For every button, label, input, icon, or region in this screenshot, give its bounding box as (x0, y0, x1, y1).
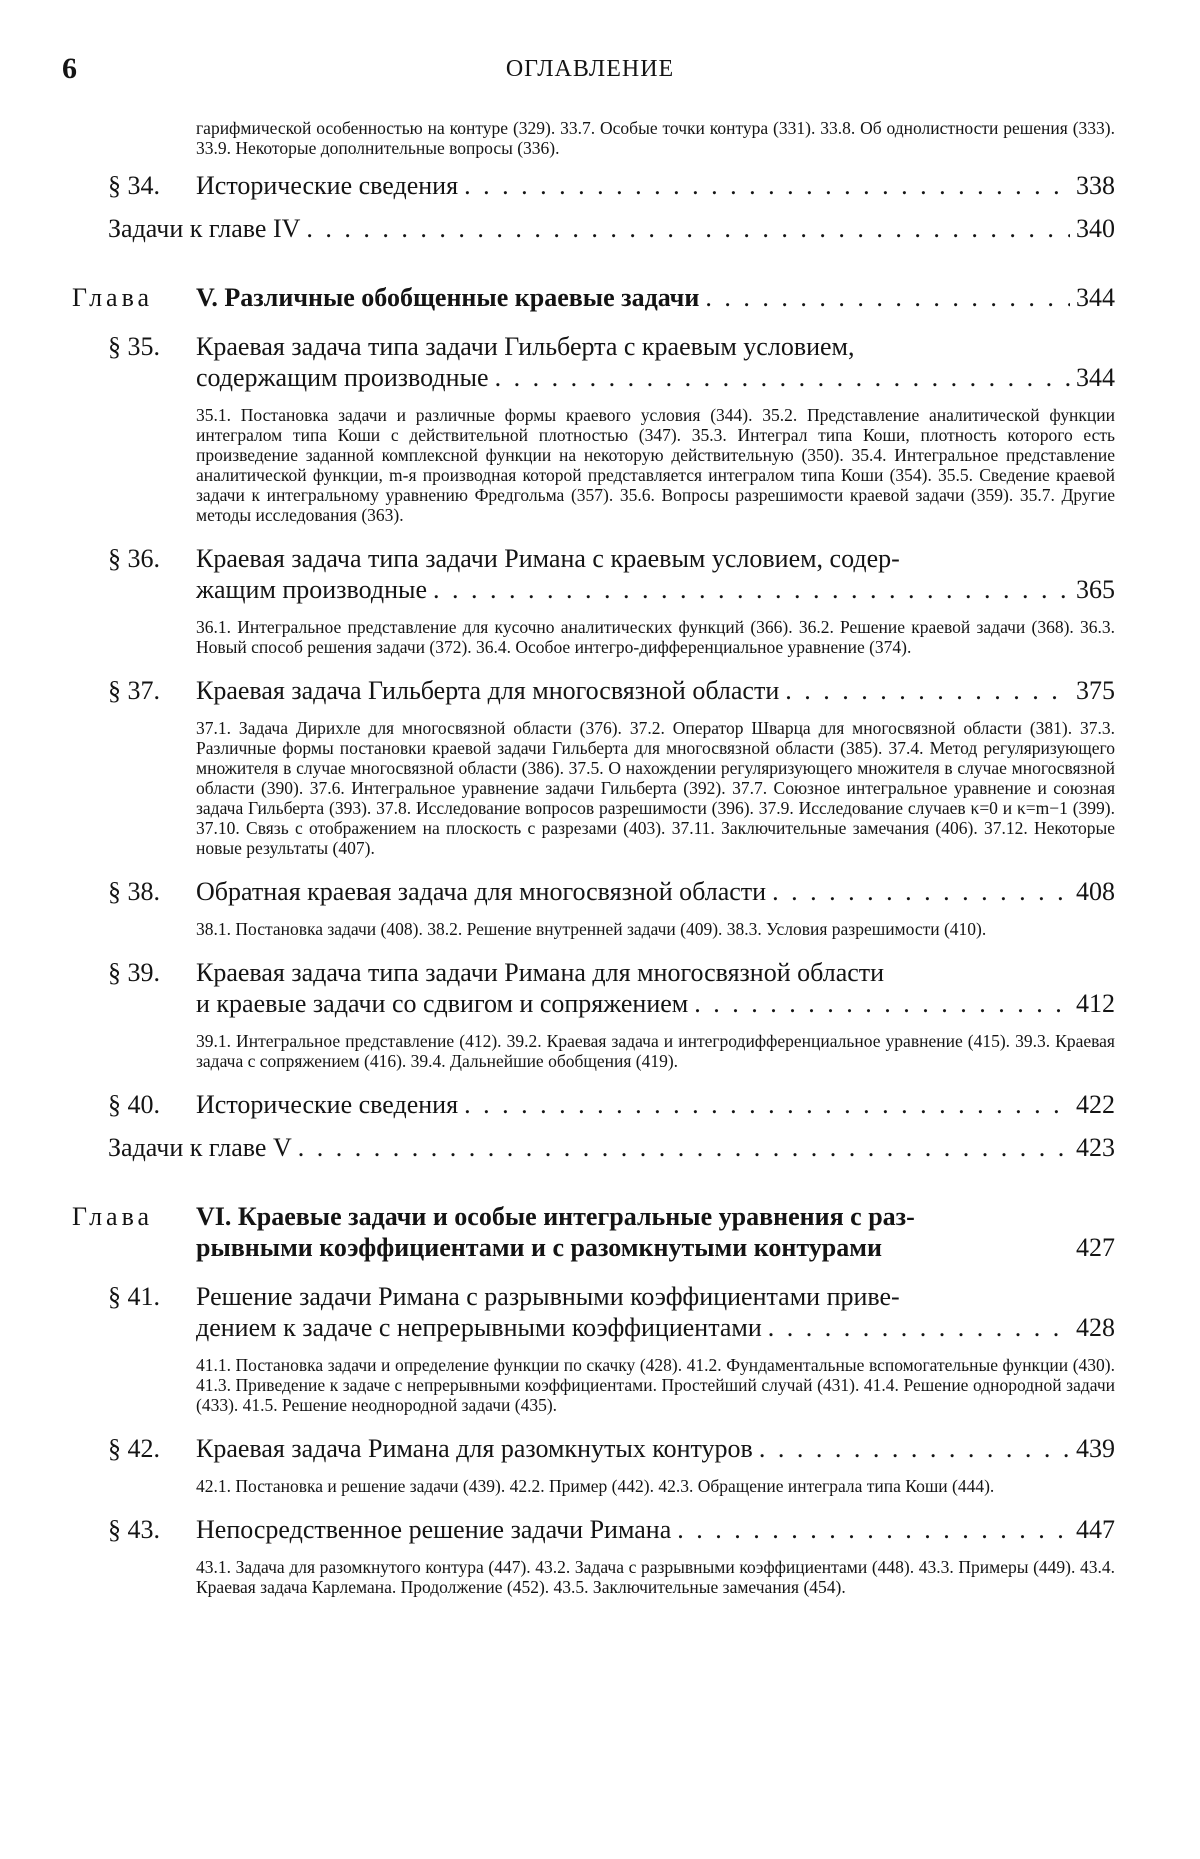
toc-entry-36 (108, 543, 1115, 605)
section-number: § 41. (108, 1282, 160, 1311)
section-title: Обратная краевая задача для многосвязной области (196, 877, 767, 906)
page-ref: 344 (1076, 363, 1115, 392)
page-number: 6 (62, 52, 77, 85)
chapter-5 (72, 282, 1115, 313)
page-ref: 375 (1076, 676, 1115, 705)
page-ref: 422 (1076, 1090, 1115, 1119)
chapter-title-line: VI. Краевые задачи и особые интегральные уравнения с раз- (196, 1202, 915, 1231)
section-title: Задачи к главе V (108, 1133, 292, 1162)
subsections-41: 41.1. Постановка задачи и определение функции по скачку (428). 41.2. Фундаментальные вспомогательные функции (430). 41.3. Приведение к задаче с непрерывными коэффициентами. Простейший случай (431). 41.4. Решение однородной задачи (433). 41.5. Решение неоднородной задачи (435). (196, 1355, 1115, 1415)
section-title: Задачи к главе IV (108, 214, 301, 243)
running-title: ОГЛАВЛЕНИЕ (505, 56, 675, 82)
subsections-42: 42.1. Постановка и решение задачи (439). 42.2. Пример (442). 42.3. Обращение интеграла типа Коши (444). (196, 1476, 995, 1496)
subsections-39: 39.1. Интегральное представление (412). 39.2. Краевая задача и интегродифференциальное уравнение (415). 39.3. Краевая задача с сопряжением (416). 39.4. Дальнейшие обобщения (419). (196, 1031, 1115, 1071)
chapter-title: V. Различные обобщенные краевые задачи (196, 283, 700, 312)
chapter-title-line: рывными коэффициентами и с разомкнутыми контурами (196, 1233, 882, 1262)
toc (0, 118, 1200, 1597)
section-number: § 35. (108, 332, 160, 361)
page-ref: 428 (1076, 1313, 1115, 1342)
section-number: § 37. (108, 676, 160, 705)
page-ref: 439 (1076, 1434, 1115, 1463)
subsections-35: 35.1. Постановка задачи и различные формы краевого условия (344). 35.2. Представление аналитической функции интегралом типа Коши с действительной плотностью (347). 35.3. Интеграл типа Коши, плотность которого есть произведение заданной комплексной функции на некоторую действительную (350). 35.4. Интегральное представление аналитической функции, m-я производная которой представляется интегралом типа Коши (354). 35.5. Сведение краевой задачи к интегральному уравнению Фредгольма (357). 35.6. Вопросы разрешимости краевой задачи (359). 35.7. Другие методы исследования (363). (196, 405, 1115, 525)
toc-entry-42 (108, 1433, 1115, 1464)
page-ref: 412 (1076, 989, 1115, 1018)
section-title-line: Решение задачи Римана с разрывными коэффициентами приве- (196, 1282, 900, 1311)
page-ref: 408 (1076, 877, 1115, 906)
section-title: Краевая задача Гильберта для многосвязной области (196, 676, 780, 705)
page-ref: 340 (1076, 214, 1115, 243)
section-title-line: Краевая задача типа задачи Римана с краевым условием, содер- (196, 544, 900, 573)
section-title-line: и краевые задачи со сдвигом и сопряжением (196, 989, 689, 1018)
section-title-line: жащим производные (196, 575, 427, 604)
section-number: § 42. (108, 1434, 160, 1463)
section-title-line: дением к задаче с непрерывными коэффициентами (196, 1313, 762, 1342)
subsections-36: 36.1. Интегральное представление для кусочно аналитических функций (366). 36.2. Решение краевой задачи (368). 36.3. Новый способ решения задачи (372). 36.4. Особое интегро-дифференциальное уравнение (374). (196, 617, 1115, 657)
toc-entry-40 (108, 1089, 1115, 1120)
toc-entry-37 (108, 675, 1115, 706)
section-title: Исторические сведения (196, 171, 459, 200)
section-title-line: Краевая задача типа задачи Гильберта с краевым условием, (196, 332, 855, 361)
toc-entry-35 (108, 331, 1115, 393)
section-title-line: Краевая задача типа задачи Римана для многосвязной области (196, 958, 885, 987)
page-ref: 447 (1076, 1515, 1115, 1544)
section-title-line: содержащим производные (196, 363, 489, 392)
subsections-37: 37.1. Задача Дирихле для многосвязной области (376). 37.2. Оператор Шварца для многосвязной области (381). 37.3. Различные формы постановки краевой задачи Гильберта для многосвязной области (385). 37.4. Метод регуляризующего множителя в случае многосвязной области (386). 37.5. О нахождении регуляризующего множителя в случае многосвязной области (390). 37.6. Интегральное уравнение задачи Гильберта (392). 37.7. Союзное интегральное уравнение и союзная задача Гильберта (393). 37.8. Исследование вопросов разрешимости (396). 37.9. Исследование случаев κ=0 и κ=m−1 (399). 37.10. Связь с отображением на плоскость с разрезами (403). 37.11. Заключительные замечания (406). 37.12. Некоторые новые результаты (407). (196, 718, 1115, 858)
toc-entry-38 (108, 876, 1115, 907)
page-ref: 427 (1076, 1233, 1115, 1262)
section-title: Краевая задача Римана для разомкнутых контуров (196, 1434, 753, 1463)
toc-entry-34 (108, 170, 1115, 201)
page-ref: 365 (1076, 575, 1115, 604)
toc-entry-39 (108, 957, 1115, 1019)
section-number: § 36. (108, 544, 160, 573)
toc-entry-41 (108, 1281, 1115, 1343)
chapter-label: Глава (72, 283, 154, 312)
subsections-43: 43.1. Задача для разомкнутого контура (447). 43.2. Задача с разрывными коэффициентами (448). 43.3. Примеры (449). 43.4. Краевая задача Карлемана. Продолжение (452). 43.5. Заключительные замечания (454). (196, 1557, 1115, 1597)
toc-entry-tasks-4 (108, 213, 1115, 244)
section-number: § 43. (108, 1515, 160, 1544)
page-ref: 344 (1076, 283, 1115, 312)
section-number: § 38. (108, 877, 160, 906)
toc-entry-tasks-5 (108, 1132, 1115, 1163)
continuation-subsections: гарифмической особенностью на контуре (329). 33.7. Особые точки контура (331). 33.8. Об однолистности решения (333). 33.9. Некоторые дополнительные вопросы (336). (196, 118, 1115, 158)
section-title: Исторические сведения (196, 1090, 459, 1119)
section-number: § 39. (108, 958, 160, 987)
chapter-6 (72, 1201, 1115, 1263)
running-header (62, 52, 1118, 92)
section-title: Непосредственное решение задачи Римана (196, 1515, 672, 1544)
section-number: § 34. (108, 171, 160, 200)
page-ref: 338 (1076, 171, 1115, 200)
subsections-38: 38.1. Постановка задачи (408). 38.2. Решение внутренней задачи (409). 38.3. Условия разрешимости (410). (196, 919, 987, 939)
chapter-label: Глава (72, 1202, 154, 1231)
section-number: § 40. (108, 1090, 160, 1119)
toc-entry-43 (108, 1514, 1115, 1545)
page-ref: 423 (1076, 1133, 1115, 1162)
